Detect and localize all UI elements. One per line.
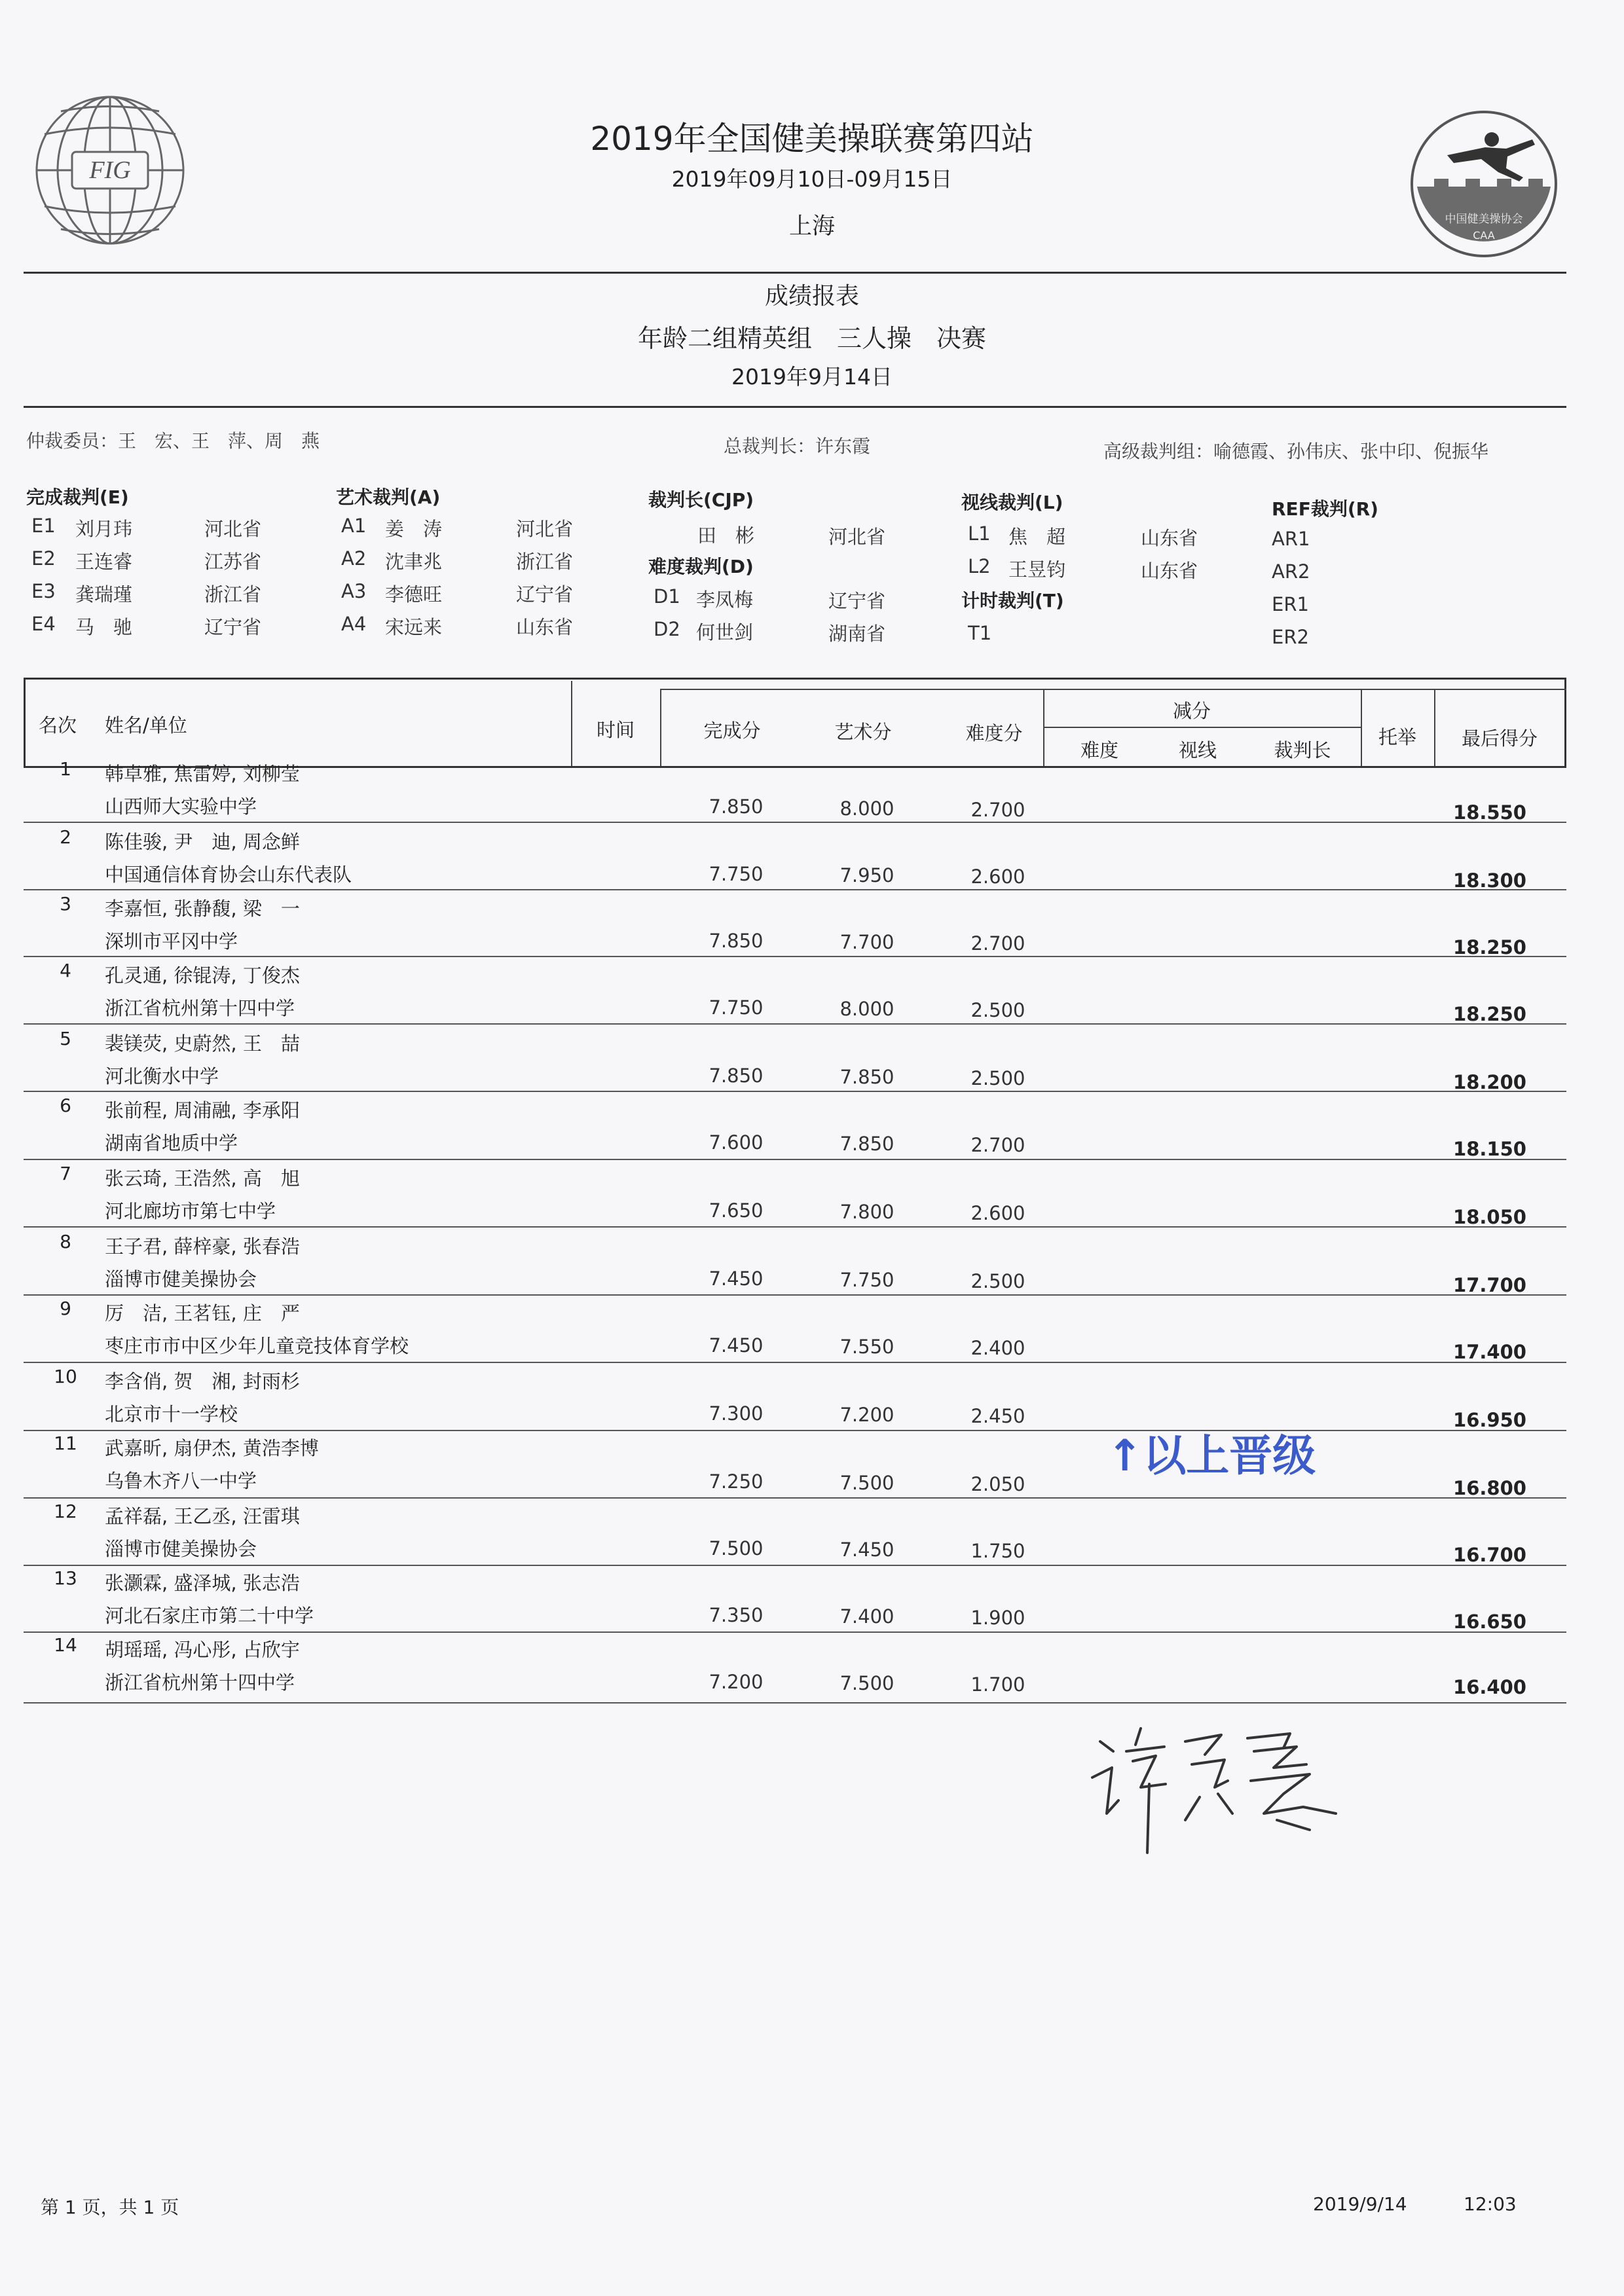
row-rank: 1	[60, 758, 71, 780]
row-difficulty: 2.500	[970, 1067, 1025, 1089]
row-artistic: 7.400	[840, 1605, 895, 1628]
col-ded-line: 视线	[1178, 739, 1217, 761]
row-difficulty: 1.750	[970, 1540, 1025, 1562]
col-ded-difficulty: 难度	[1080, 739, 1118, 761]
row-final: 18.250	[1453, 936, 1526, 958]
judge-province: 浙江省	[516, 551, 574, 573]
cjp-panel-title: 裁判长(CJP)	[648, 489, 754, 511]
promotion-note-text: 以上晋级	[1143, 1430, 1316, 1481]
judge-code: E2	[31, 547, 56, 570]
header-top-line	[660, 689, 1566, 690]
row-names: 张灏霖, 盛泽城, 张志浩	[105, 1572, 300, 1594]
row-team: 河北衡水中学	[105, 1065, 219, 1087]
row-difficulty: 2.500	[970, 999, 1025, 1021]
execution-panel-title: 完成裁判(E)	[26, 486, 129, 508]
judge-province: 河北省	[516, 518, 574, 540]
judge-code: T1	[968, 622, 992, 644]
row-execution: 7.450	[709, 1334, 764, 1357]
row-team: 湖南省地质中学	[105, 1132, 238, 1154]
judge-code: L2	[968, 555, 991, 577]
row-final: 16.700	[1453, 1544, 1526, 1566]
col-ded-cjp: 裁判长	[1274, 739, 1331, 761]
row-execution: 7.600	[709, 1131, 764, 1154]
row-artistic: 7.800	[840, 1201, 895, 1223]
line-panel-title: 视线裁判(L)	[961, 492, 1063, 513]
deduction-divider	[1043, 727, 1361, 728]
report-type: 成绩报表	[764, 283, 859, 310]
row-rank: 7	[60, 1163, 71, 1184]
col-divider	[660, 689, 661, 766]
row-divider	[24, 1159, 1566, 1160]
row-rank: 4	[60, 960, 71, 981]
row-execution: 7.650	[709, 1199, 764, 1222]
row-final: 18.250	[1453, 1003, 1526, 1025]
row-execution: 7.200	[709, 1671, 764, 1693]
jury-members: 仲裁委员：王 宏、王 萍、周 燕	[26, 430, 320, 452]
judge-code: D2	[654, 618, 680, 640]
row-names: 厉 洁, 王茗钰, 庄 严	[105, 1302, 300, 1324]
row-artistic: 7.950	[840, 864, 895, 886]
row-names: 裴镁荧, 史蔚然, 王 喆	[105, 1032, 300, 1055]
event-city: 上海	[788, 213, 835, 240]
col-name: 姓名/单位	[105, 714, 187, 737]
row-final: 16.650	[1453, 1611, 1526, 1633]
ref-code: ER2	[1272, 626, 1309, 648]
row-difficulty: 2.700	[970, 799, 1025, 821]
row-artistic: 8.000	[840, 797, 895, 820]
caa-logo-abbr: CAA	[1473, 229, 1495, 242]
row-rank: 13	[54, 1567, 77, 1589]
judge-province: 江苏省	[204, 551, 262, 573]
col-rank: 名次	[38, 714, 77, 737]
judge-province: 山东省	[516, 616, 574, 638]
senior-panel: 高级裁判组：喻德霞、孙伟庆、张中印、倪振华	[1103, 441, 1489, 462]
row-team: 河北石家庄市第二十中学	[105, 1605, 314, 1627]
row-execution: 7.850	[709, 930, 764, 952]
event-dates: 2019年09月10日-09月15日	[671, 166, 953, 192]
row-names: 张云琦, 王浩然, 高 旭	[105, 1167, 300, 1190]
row-rank: 11	[54, 1432, 77, 1454]
row-names: 武嘉昕, 扇伊杰, 黄浩李博	[105, 1437, 319, 1459]
row-divider	[24, 1362, 1566, 1363]
arrow-up-icon: ↑	[1107, 1430, 1143, 1481]
judge-name: 何世剑	[696, 621, 754, 644]
judge-name: 焦 超	[1008, 526, 1066, 548]
row-difficulty: 1.700	[970, 1673, 1025, 1696]
row-names: 李含俏, 贺 湘, 封雨杉	[105, 1370, 300, 1393]
row-team: 淄博市健美操协会	[105, 1268, 257, 1290]
col-final: 最后得分	[1461, 727, 1538, 750]
row-rank: 8	[60, 1231, 71, 1252]
row-artistic: 7.550	[840, 1336, 895, 1358]
row-names: 张前程, 周浦融, 李承阳	[105, 1099, 300, 1121]
row-names: 孔灵通, 徐锟涛, 丁俊杰	[105, 964, 300, 987]
row-difficulty: 2.700	[970, 1134, 1025, 1156]
row-final: 16.950	[1453, 1409, 1526, 1431]
fig-logo-text: FIG	[89, 156, 131, 184]
row-divider	[24, 1631, 1566, 1633]
row-divider	[24, 1091, 1566, 1092]
row-artistic: 7.700	[840, 931, 895, 953]
judge-name: 刘月玮	[75, 518, 133, 540]
judge-name: 姜 涛	[385, 518, 443, 540]
judge-code: E3	[31, 580, 56, 602]
row-divider	[24, 1294, 1566, 1296]
col-time: 时间	[596, 719, 635, 741]
judge-code: A4	[341, 613, 367, 635]
row-final: 18.300	[1453, 869, 1526, 892]
col-lift: 托举	[1378, 726, 1416, 748]
difficulty-panel-title: 难度裁判(D)	[648, 556, 754, 577]
row-final: 18.150	[1453, 1138, 1526, 1160]
row-rank: 14	[54, 1634, 77, 1656]
row-difficulty: 2.600	[970, 1202, 1025, 1224]
judge-province: 辽宁省	[204, 616, 262, 638]
row-execution: 7.500	[709, 1537, 764, 1559]
print-time: 12:03	[1464, 2193, 1517, 2215]
header-divider	[24, 272, 1566, 274]
row-artistic: 7.850	[840, 1066, 895, 1088]
judge-province: 辽宁省	[516, 583, 574, 606]
row-final: 18.550	[1453, 801, 1526, 824]
promotion-note	[1107, 1421, 1316, 1483]
row-execution: 7.350	[709, 1604, 764, 1626]
row-final: 17.700	[1453, 1274, 1526, 1296]
row-rank: 3	[60, 893, 71, 915]
row-artistic: 7.500	[840, 1472, 895, 1494]
judge-name: 李凤梅	[696, 589, 754, 611]
row-final: 16.400	[1453, 1676, 1526, 1698]
judge-code: L1	[968, 522, 991, 545]
judge-province: 辽宁省	[828, 590, 886, 612]
cjp-province: 河北省	[828, 526, 886, 548]
row-rank: 10	[54, 1366, 77, 1387]
row-rank: 2	[60, 826, 71, 848]
row-names: 王子君, 薛梓豪, 张春浩	[105, 1235, 300, 1258]
judge-province: 浙江省	[204, 583, 262, 606]
row-team: 中国通信体育协会山东代表队	[105, 864, 352, 886]
row-divider	[24, 1702, 1566, 1704]
row-names: 李嘉恒, 张静馥, 梁 一	[105, 898, 300, 920]
judge-name: 王连睿	[75, 551, 133, 573]
event-title: 2019年全国健美操联赛第四站	[590, 120, 1034, 158]
judge-province: 河北省	[204, 518, 262, 540]
row-team: 枣庄市市中区少年儿童竞技体育学校	[105, 1335, 409, 1357]
judge-code: A2	[341, 547, 367, 570]
row-rank: 9	[60, 1298, 71, 1319]
judge-name: 李德旺	[385, 583, 443, 606]
ref-code: AR2	[1272, 560, 1310, 583]
row-artistic: 7.500	[840, 1672, 895, 1694]
report-date: 2019年9月14日	[731, 364, 893, 390]
row-difficulty: 1.900	[970, 1607, 1025, 1629]
row-team: 浙江省杭州第十四中学	[105, 1671, 295, 1694]
row-difficulty: 2.500	[970, 1270, 1025, 1292]
col-artistic: 艺术分	[834, 721, 892, 743]
row-names: 胡瑶瑶, 冯心彤, 占欣宇	[105, 1639, 300, 1661]
signature	[1087, 1715, 1349, 1866]
row-execution: 7.850	[709, 1065, 764, 1087]
time-panel-title: 计时裁判(T)	[961, 590, 1064, 611]
col-execution: 完成分	[703, 720, 761, 742]
row-rank: 6	[60, 1095, 71, 1116]
row-names: 陈佳骏, 尹 迪, 周念鲜	[105, 831, 300, 853]
row-execution: 7.850	[709, 795, 764, 818]
judge-code: D1	[654, 585, 680, 608]
row-names: 孟祥磊, 王乙丞, 汪雷琪	[105, 1505, 300, 1527]
row-execution: 7.300	[709, 1402, 764, 1425]
row-artistic: 7.850	[840, 1133, 895, 1155]
row-artistic: 7.750	[840, 1269, 895, 1291]
row-divider	[24, 1226, 1566, 1228]
judge-name: 宋远来	[385, 616, 443, 638]
row-execution: 7.750	[709, 863, 764, 885]
artistic-panel-title: 艺术裁判(A)	[336, 486, 441, 508]
row-divider	[24, 956, 1566, 957]
judge-province: 山东省	[1141, 527, 1198, 549]
report-category: 年龄二组精英组 三人操 决赛	[637, 324, 986, 353]
row-team: 深圳市平冈中学	[105, 930, 238, 953]
row-execution: 7.450	[709, 1267, 764, 1290]
row-difficulty: 2.050	[970, 1473, 1025, 1495]
row-final: 18.050	[1453, 1206, 1526, 1228]
judge-province: 山东省	[1141, 560, 1198, 582]
judge-code: E4	[31, 613, 56, 635]
row-artistic: 7.450	[840, 1539, 895, 1561]
row-divider	[24, 889, 1566, 890]
row-final: 16.800	[1453, 1477, 1526, 1499]
judge-code: A3	[341, 580, 367, 602]
row-artistic: 8.000	[840, 998, 895, 1020]
row-team: 山西师大实验中学	[105, 795, 257, 818]
row-rank: 5	[60, 1028, 71, 1049]
row-difficulty: 2.700	[970, 932, 1025, 955]
row-difficulty: 2.450	[970, 1405, 1025, 1427]
row-difficulty: 2.400	[970, 1337, 1025, 1359]
ref-code: ER1	[1272, 593, 1309, 615]
row-divider	[24, 1430, 1566, 1431]
page-number: 第 1 页，共 1 页	[41, 2196, 179, 2218]
row-team: 乌鲁木齐八一中学	[105, 1470, 257, 1492]
judge-name: 王昱钧	[1008, 558, 1066, 581]
row-execution: 7.750	[709, 996, 764, 1019]
row-divider	[24, 1023, 1566, 1025]
judge-name: 龚瑞瑾	[75, 583, 133, 606]
row-divider	[24, 1497, 1566, 1499]
ref-code: AR1	[1272, 528, 1310, 550]
row-team: 河北廊坊市第七中学	[105, 1200, 276, 1222]
row-rank: 12	[54, 1501, 77, 1522]
judge-name: 沈聿兆	[385, 551, 443, 573]
col-difficulty: 难度分	[965, 722, 1023, 744]
judge-name: 马 驰	[75, 616, 133, 638]
row-team: 北京市十一学校	[105, 1403, 238, 1425]
ref-panel-title: REF裁判(R)	[1272, 498, 1378, 520]
row-divider	[24, 1565, 1566, 1566]
caa-logo-text: 中国健美操协会	[1445, 213, 1523, 226]
judge-code: A1	[341, 515, 367, 537]
print-date: 2019/9/14	[1313, 2193, 1407, 2215]
cjp-name: 田 彬	[697, 524, 755, 547]
col-deductions: 减分	[1172, 700, 1211, 722]
report-divider	[24, 406, 1566, 408]
row-execution: 7.250	[709, 1470, 764, 1493]
row-divider	[24, 822, 1566, 823]
row-final: 18.200	[1453, 1071, 1526, 1093]
row-artistic: 7.200	[840, 1404, 895, 1426]
row-team: 浙江省杭州第十四中学	[105, 997, 295, 1019]
judge-code: E1	[31, 515, 56, 537]
row-final: 17.400	[1453, 1341, 1526, 1363]
row-names: 韩卓雅, 焦雷婷, 刘柳莹	[105, 763, 300, 785]
row-team: 淄博市健美操协会	[105, 1538, 257, 1560]
judge-province: 湖南省	[828, 623, 886, 645]
chief-judge: 总裁判长：许东霞	[724, 435, 871, 457]
row-difficulty: 2.600	[970, 866, 1025, 888]
